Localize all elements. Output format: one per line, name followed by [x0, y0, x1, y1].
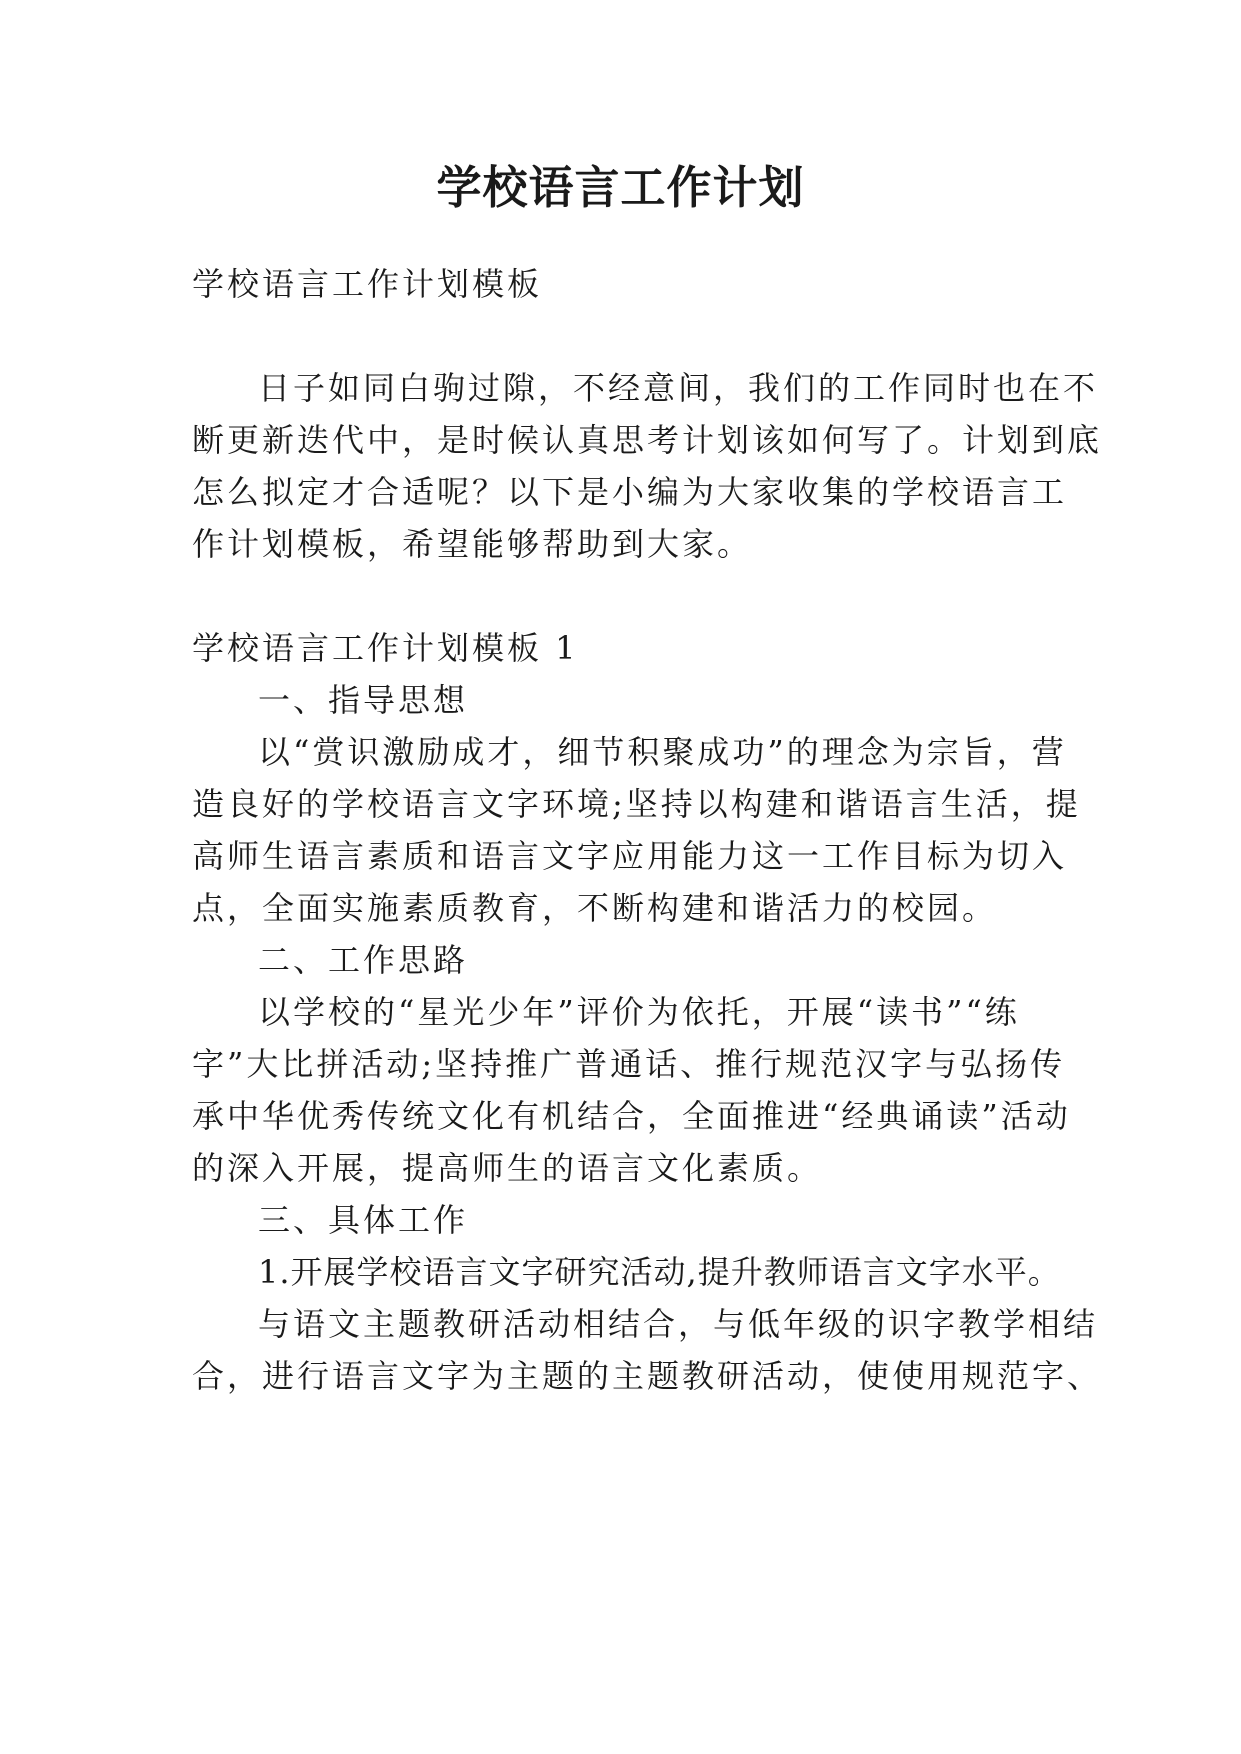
intro-line: 作计划模板，希望能够帮助到大家。	[192, 525, 753, 563]
heading-guiding-ideology: 一、指导思想	[258, 681, 469, 719]
paragraph-line: 承中华优秀传统文化有机结合，全面推进“经典诵读”活动	[192, 1097, 1071, 1135]
paragraph-line: 以学校的“星光少年”评价为依托，开展“读书”“练	[258, 993, 1020, 1031]
document-subtitle: 学校语言工作计划模板	[192, 265, 543, 303]
paragraph-line: 造良好的学校语言文字环境;坚持以构建和谐语言生活，提	[192, 785, 1081, 823]
paragraph-line: 与语文主题教研活动相结合，与低年级的识字教学相结	[258, 1305, 1099, 1343]
document-title: 学校语言工作计划	[436, 161, 805, 214]
paragraph-line: 点，全面实施素质教育，不断构建和谐活力的校园。	[192, 889, 998, 927]
paragraph-line: 合，进行语言文字为主题的主题教研活动，使使用规范字、	[192, 1357, 1103, 1395]
paragraph-line: 的深入开展，提高师生的语言文化素质。	[192, 1149, 823, 1187]
paragraph-line: 以“赏识激励成才，细节积聚成功”的理念为宗旨，营	[258, 733, 1067, 771]
section-title: 学校语言工作计划模板 1	[192, 629, 579, 667]
paragraph-line: 高师生语言素质和语言文字应用能力这一工作目标为切入	[192, 837, 1068, 875]
heading-specific-work: 三、具体工作	[258, 1201, 469, 1239]
intro-line: 断更新迭代中，是时候认真思考计划该如何写了。计划到底	[192, 421, 1103, 459]
intro-line: 日子如同白驹过隙，不经意间，我们的工作同时也在不	[258, 369, 1099, 407]
paragraph-line: 字”大比拼活动;坚持推广普通话、推行规范汉字与弘扬传	[192, 1045, 1066, 1083]
list-item: 1.开展学校语言文字研究活动,提升教师语言文字水平。	[258, 1253, 1061, 1291]
intro-line: 怎么拟定才合适呢？以下是小编为大家收集的学校语言工	[192, 473, 1068, 511]
heading-work-approach: 二、工作思路	[258, 941, 469, 979]
